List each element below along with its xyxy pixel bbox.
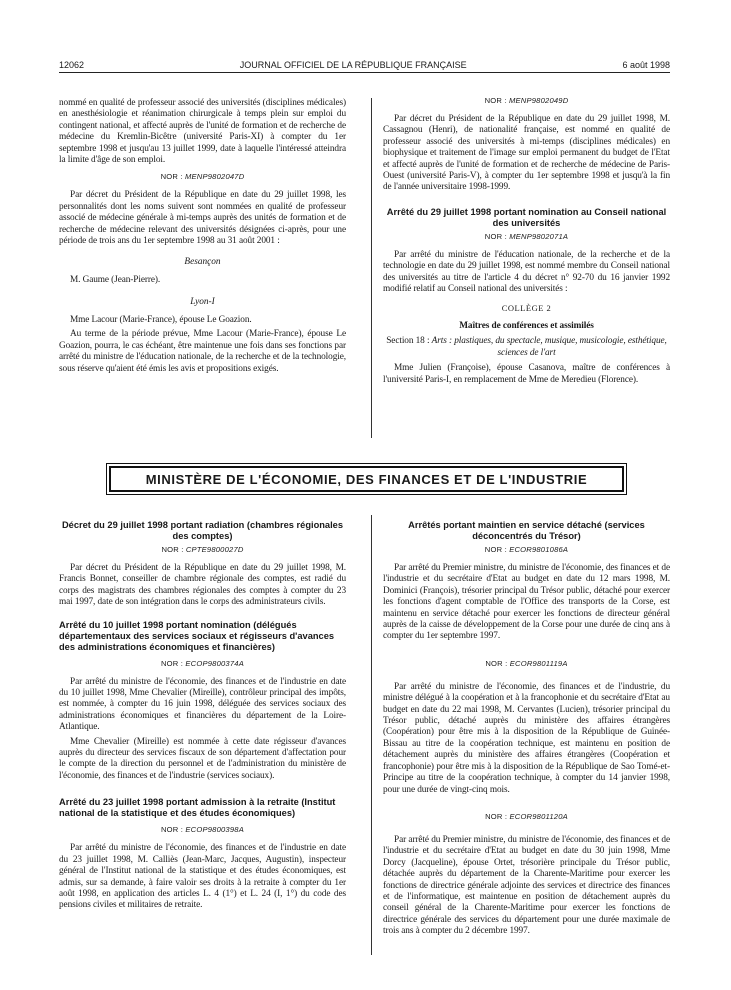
section-title: Décret du 29 juillet 1998 portant radiation (chambres régionales des comptes) xyxy=(61,520,344,541)
nor-reference: NOR : MENP9802049D xyxy=(484,96,569,105)
top-right-column xyxy=(383,96,670,389)
nor-reference: NOR : ECOP9800374A xyxy=(161,658,244,668)
nor-reference: NOR : ECOP9800398A xyxy=(161,825,244,835)
paragraph: Par arrêté du Premier ministre, du ministre de l'économie, des finances et de l'industrie et du secrétaire d'Etat au budget en date du 12 mars 1998, M. Dominici (François), trésorier principal du Trésor public, détaché pour exercer les fonctions d'agent comptable de l'Office des transports de la Corse, est maintenu en service détaché pour exercer les fonctions de directeur général auprès de la caisse de développement de la Corse pour une durée de cinq ans à compter du 1er septembre 1997. xyxy=(383,563,670,642)
bottom-right-column xyxy=(383,520,670,941)
bottom-left-column xyxy=(59,520,346,915)
paragraph: Par arrêté du ministre de l'économie, des finances et de l'industrie en date du 10 juillet 1998, Mme Chevalier (Mireille), contrôleur principal des impôts, est nommée, à compter du 16 juin 1998, déléguée des services sociaux des administrations économiques et financières du département de la Loire-Atlantique. xyxy=(59,676,346,733)
header-rule xyxy=(59,72,670,73)
section-heading: Section 18 : Arts : plastiques, du spectacle, musique, musicologie, esthétique, sciences de l'art xyxy=(386,336,667,358)
paragraph: Par arrêté du Premier ministre, du ministre de l'économie, des finances et de l'industrie et du secrétaire d'Etat au budget en date du 30 juin 1998, Mme Dorcy (Jacqueline), épouse Ortet, trésorière principale du Trésor public, détachée auprès du département de la Charente-Maritime pour exercer les fonctions de directrice générale adjointe des services et directrice des finances et de l'informatique, est maintenue en position de détachement auprès du conseil général de la Charente-Maritime pour exercer les fonctions de directrice générale des services du département pour une durée maximale de trois ans à compter du 2 décembre 1997. xyxy=(383,834,670,937)
name-entry: M. Gaume (Jean-Pierre). xyxy=(70,275,161,286)
journal-title: JOURNAL OFFICIEL DE LA RÉPUBLIQUE FRANÇAISE xyxy=(239,60,467,70)
section-title: Arrêté du 29 juillet 1998 portant nomination au Conseil national des universités xyxy=(386,206,667,228)
ministry-banner: MINISTÈRE DE L'ÉCONOMIE, DES FINANCES ET DE L'INDUSTRIE xyxy=(109,466,624,492)
nor-reference: NOR : ECOR9801086A xyxy=(484,545,569,554)
paragraph: Par décret du Président de la République en date du 29 juillet 1998, M. Francis Bonnet, conseiller de chambre régionale des comptes, est radié du corps des magistrats des chambres régionales des comptes à compter du 23 mai 1997, date de son intégration dans le corps des administrateurs civils. xyxy=(59,563,346,608)
top-left-column xyxy=(59,98,346,378)
paragraph: Mme Julien (Françoise), épouse Casanova, maître de conférences à l'université Paris-I, en remplacement de Mme de Meredieu (Florence). xyxy=(383,363,670,385)
college-heading: COLLÈGE 2 xyxy=(501,303,552,314)
paragraph: Par décret du Président de la République en date du 29 juillet 1998, les personnalités dont les noms suivent sont nommées en qualité de professeur associé de médecine générale à mi-temps auprès des unités de formation et de recherche de médecine relevant des universités désignées ci-après, pour une période de trois ans du 1er septembre 1998 au 31 août 2001 : xyxy=(59,190,346,247)
category-heading: Maîtres de conférences et assimilés xyxy=(459,320,594,331)
nor-reference: NOR : ECOR9801119A xyxy=(485,658,568,668)
paragraph: Mme Chevalier (Mireille) est nommée à cette date régisseur d'avances auprès du directeur des services fiscaux de son département d'affectation pour le compte de la direction du personnel et de l'administration du ministère de l'économie, des finances et de l'industrie (services sociaux). xyxy=(59,736,346,781)
nor-reference: NOR : CPTE9800027D xyxy=(161,545,244,554)
paragraph: Par arrêté du ministre de l'économie, des finances et de l'industrie, du ministre délégué à la coopération et à la francophonie et du secrétaire d'Etat au budget en date du 22 mai 1998, M. Cervantes (Lucien), trésorier principal du Trésor public, détaché auprès du ministère des affaires étrangères (Coopération) pour être mis à la disposition de la République de Guinée-Bissau au titre de la coopération technique, est maintenu en position de détachement auprès du ministère des affaires étrangères (Coopération et francophonie) pour être mis à la disposition de la République de Sao Tomé-et-Principe au titre de la coopération technique, à compter du 14 janvier 1998, pour une durée de vingt-cinq mois. xyxy=(383,681,670,795)
section-title: Arrêté du 10 juillet 1998 portant nomination (délégués départementaux des services sociaux et régisseurs d'avances des administrations économiques et financières) xyxy=(59,619,335,652)
column-divider xyxy=(371,515,372,955)
paragraph: Au terme de la période prévue, Mme Lacour (Marie-France), épouse Le Goazion, pourra, le cas échéant, être maintenue une fois dans ses fonctions par arrêté du ministre de l'éducation nationale, de la recherche et de la technologie, sous réserve qu'aient été émis les avis et propositions exigés. xyxy=(59,329,346,374)
place-heading: Besançon xyxy=(184,257,221,268)
place-heading: Lyon-I xyxy=(190,296,215,307)
column-divider xyxy=(371,98,372,438)
paragraph: nommé en qualité de professeur associé des universités (disciplines médicales) en anesthésiologie et réanimation chirurgicale à temps plein sur emploi du contingent national, et affecté auprès de l'unité de formation et de recherche de médecine du Kremlin-Bicêtre (université Paris-XI) à compter du 1er septembre 1998 et jusqu'au 13 juillet 1999, date à laquelle l'intéressé atteindra la limite d'âge de son emploi. xyxy=(59,98,346,166)
nor-reference: NOR : MENP9802047D xyxy=(160,172,245,182)
paragraph: Par décret du Président de la République en date du 29 juillet 1998, M. Cassagnou (Henri), de nationalité française, est nommé en qualité de professeur associé des universités à mi-temps (disciplines médicales) en biophysique et traitement de l'image sur emploi permanent du budget de l'Etat et affecté auprès de l'unité de formation et de recherche de médecine de Paris-Ouest (université Paris-V), à compter du 1er septembre 1998 et jusqu'à la fin de l'année universitaire 1998-1999. xyxy=(383,114,670,193)
nor-reference: NOR : MENP9802071A xyxy=(484,231,569,241)
page-header xyxy=(59,60,670,70)
paragraph: Par arrêté du ministre de l'éducation nationale, de la recherche et de la technologie en date du 29 juillet 1998, est nommé membre du Conseil national des universités au titre de l'article 4 du décret n° 92-70 du 16 janvier 1992 modifié relatif au Conseil national des universités : xyxy=(383,249,670,295)
nor-reference: NOR : ECOR9801120A xyxy=(485,811,568,821)
page-number: 12062 xyxy=(59,60,85,70)
name-entry: Mme Lacour (Marie-France), épouse Le Goazion. xyxy=(70,314,252,325)
paragraph: Par arrêté du ministre de l'économie, des finances et de l'industrie en date du 23 juillet 1998, M. Calliès (Jean-Marc, Jacques, Augustin), inspecteur général de l'Institut national de la statistique et des études économiques, est admis, sur sa demande, à faire valoir ses droits à la retraite à compter du 1er août 1998, en application des articles L. 4 (1°) et L. 24 (I, 1°) du code des pensions civiles et militaires de retraite. xyxy=(59,843,346,911)
section-title: Arrêtés portant maintien en service détaché (services déconcentrés du Trésor) xyxy=(408,520,645,541)
publication-date: 6 août 1998 xyxy=(622,60,670,70)
section-title: Arrêté du 23 juillet 1998 portant admission à la retraite (Institut national de la statistique et des études économiques) xyxy=(59,797,336,819)
